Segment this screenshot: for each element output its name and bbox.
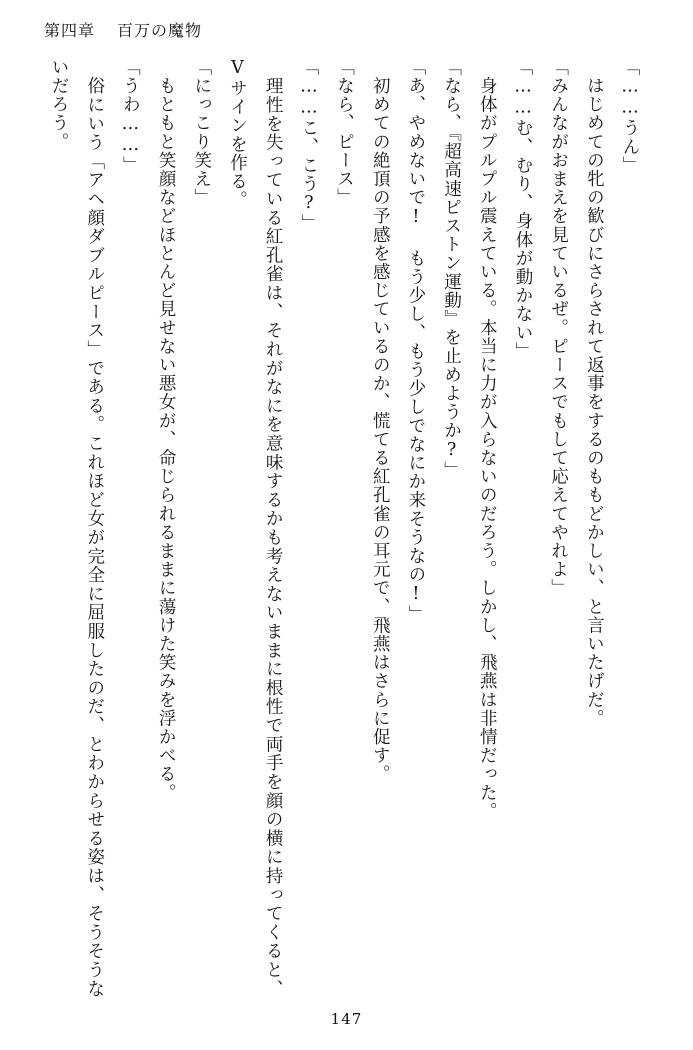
paragraph: 「あ、やめないで! もう少し、もう少しでなにか来そうなの!」 — [405, 58, 426, 624]
paragraph: 「にっこり笑え」 — [191, 58, 212, 207]
paragraph: 俗にいう「アヘ顔ダブルピース」である。これほど女が完全に屈服したのだ、とわからせる姿は、そうそうないだろう。 — [49, 58, 105, 998]
page-number: 147 — [330, 1010, 363, 1028]
paragraph: 身体がプルプル震えている。本当に力が入らないのだろう。しかし、飛燕は非情だった。 — [477, 58, 498, 821]
paragraph: 「……こ、こう?」 — [298, 58, 319, 233]
chapter-number: 第四章 — [44, 21, 96, 40]
paragraph: 「なら、ピース」 — [334, 58, 355, 207]
body-text — [43, 58, 647, 998]
chapter-title: 百万の魔物 — [117, 21, 203, 40]
paragraph: 「みんながおまえを見ているぜ。ピースでもして応えてやれよ」 — [548, 58, 569, 598]
paragraph: 「なら、『超高速ピストン運動』を止めようか?」 — [441, 58, 462, 480]
paragraph: 「うわ……」 — [120, 58, 141, 175]
paragraph: 「……む、むり、身体が動かない」 — [512, 58, 533, 361]
paragraph: 理性を失っている紅孔雀は、それがなにを意味するかも考えないままに根性で両手を顔の横に持ってくると、Vサインを作る。 — [227, 58, 284, 998]
paragraph: 「……うん」 — [620, 58, 640, 175]
paragraph: もともと笑顔などほとんど見せない悪女が、命じられるままに蕩けた笑みを浮かべる。 — [156, 58, 177, 802]
paragraph: はじめての牝の歓びにさらされて返事をするのももどかしい、と言いたげだ。 — [584, 58, 605, 728]
running-head — [44, 18, 202, 41]
paragraph: 初めての絶頂の予感を感じているのか、慌てる紅孔雀の耳元で、飛燕はさらに促す。 — [370, 58, 391, 784]
